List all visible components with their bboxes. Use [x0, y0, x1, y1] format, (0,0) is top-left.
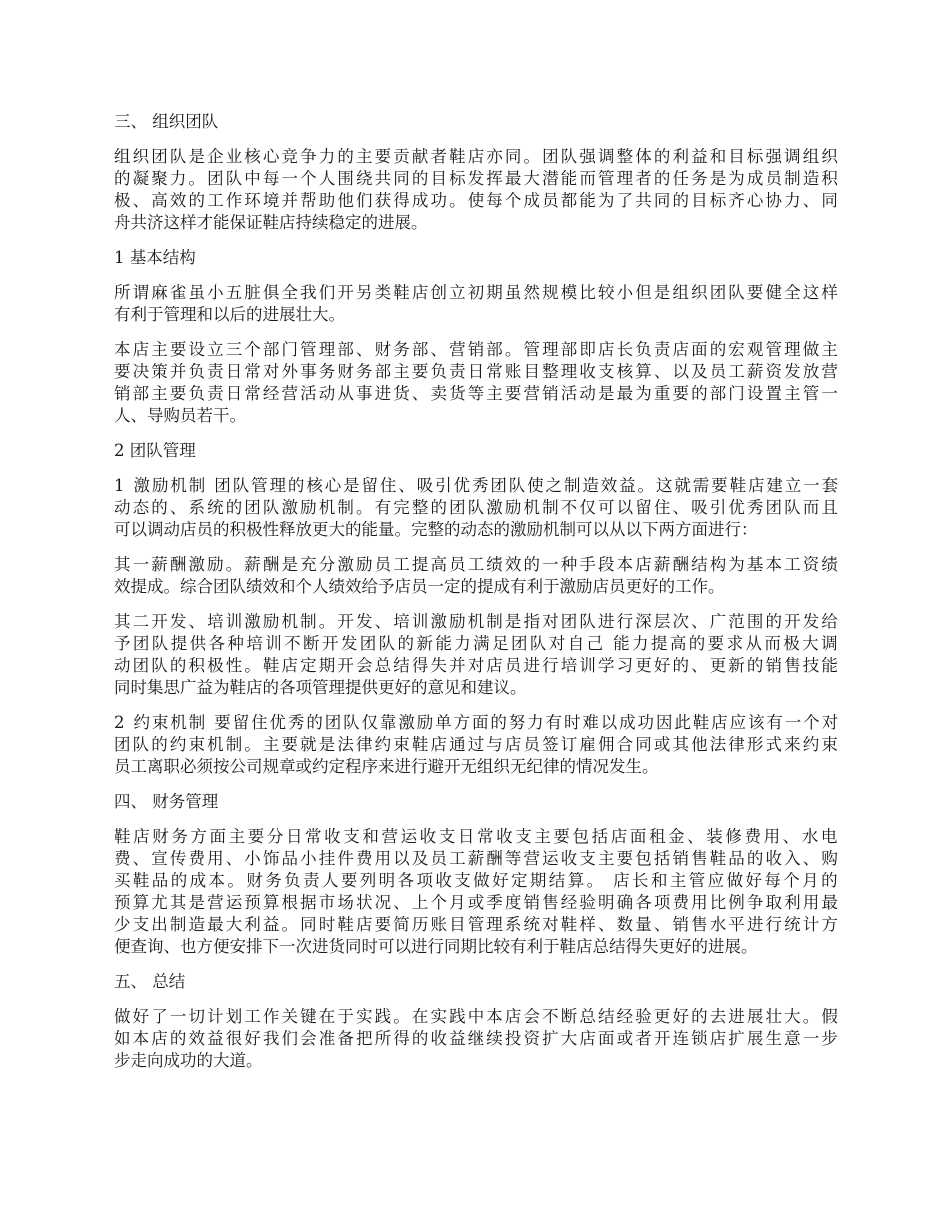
document-body [114, 111, 840, 1085]
paragraph-line: 要决策并负责日常对外事务财务部主要负责日常账目整理收支核算、以及员工薪资发放营 [114, 362, 840, 381]
paragraph [114, 611, 840, 699]
paragraph-line: 舟共济这样才能保证鞋店持续稳定的进展。 [114, 213, 428, 232]
section-heading: 三、 组织团队 [114, 112, 219, 131]
section-heading: 1 基本结构 [114, 248, 196, 267]
paragraph [114, 282, 840, 326]
paragraph-line: 其二开发、培训激励机制。开发、培训激励机制是指对团队进行深层次、广范围的开发给 [114, 612, 840, 631]
section-heading: 2 团队管理 [114, 441, 196, 460]
section-heading: 五、 总结 [114, 972, 186, 991]
paragraph [114, 712, 840, 778]
paragraph-line: 买鞋品的成本。财务负责人要列明各项收支做好定期结算。 店长和主管应做好每个月的 [114, 871, 840, 890]
paragraph-line: 可以调动店员的积极性释放更大的能量。完整的动态的激励机制可以从以下两方面进行： [114, 520, 758, 539]
paragraph [114, 475, 840, 541]
section-heading: 四、 财务管理 [114, 792, 219, 811]
paragraph-line: 如本店的效益很好我们会准备把所得的收益继续投资扩大店面或者开连锁店扩展生意一步 [114, 1029, 840, 1048]
paragraph [114, 826, 840, 958]
paragraph-line: 员工离职必须按公司规章或约定程序来进行避开无组织无纪律的情况发生。 [114, 757, 659, 776]
paragraph-line: 销部主要负责日常经营活动从事进货、卖货等主要营销活动是最为重要的部门设置主管一 [114, 384, 840, 403]
paragraph-line: 人、导购员若干。 [114, 406, 246, 425]
paragraph-line: 效提成。综合团队绩效和个人绩效给予店员一定的提成有利于激励店员更好的工作。 [114, 577, 725, 596]
paragraph-line: 本店主要设立三个部门管理部、财务部、营销部。管理部即店长负责店面的宏观管理做主 [114, 340, 840, 359]
paragraph [114, 1006, 840, 1072]
paragraph-line: 预算尤其是营运预算根据市场状况、上个月或季度销售经验明确各项费用比例争取利用最 [114, 893, 840, 912]
paragraph-line: 其一薪酬激励。薪酬是充分激励员工提高员工绩效的一种手段本店薪酬结构为基本工资绩 [114, 555, 840, 574]
paragraph-line: 予团队提供各种培训不断开发团队的新能力满足团队对自己 能力提高的要求从而极大调 [114, 634, 840, 653]
paragraph-line: 做好了一切计划工作关键在于实践。在实践中本店会不断总结经验更好的去进展壮大。假 [114, 1007, 840, 1026]
paragraph-line: 便查询、也方便安排下一次进货同时可以进行同期比较有利于鞋店总结得失更好的进展。 [114, 937, 758, 956]
paragraph-line: 组织团队是企业核心竞争力的主要贡献者鞋店亦同。团队强调整体的利益和目标强调组织 [114, 147, 840, 166]
paragraph-line: 1 激励机制 团队管理的核心是留住、吸引优秀团队使之制造效益。这就需要鞋店建立一套 [114, 476, 840, 495]
paragraph-line: 团队的约束机制。主要就是法律约束鞋店通过与店员签订雇佣合同或其他法律形式来约束 [114, 735, 840, 754]
paragraph-line: 费、宣传费用、小饰品小挂件费用以及员工薪酬等营运收支主要包括销售鞋品的收入、购 [114, 849, 840, 868]
paragraph [114, 339, 840, 427]
paragraph-line: 动团队的积极性。鞋店定期开会总结得失并对店员进行培训学习更好的、更新的销售技能 [114, 656, 840, 675]
paragraph-line: 2 约束机制 要留住优秀的团队仅靠激励单方面的努力有时难以成功因此鞋店应该有一个对 [114, 713, 840, 732]
paragraph-line: 少支出制造最大利益。同时鞋店要简历账目管理系统对鞋样、数量、销售水平进行统计方 [114, 915, 840, 934]
paragraph-line: 所谓麻雀虽小五脏俱全我们开另类鞋店创立初期虽然规模比较小但是组织团队要健全这样 [114, 283, 840, 302]
paragraph [114, 146, 840, 234]
paragraph-line: 极、高效的工作环境并帮助他们获得成功。使每个成员都能为了共同的目标齐心协力、同 [114, 191, 840, 210]
paragraph-line: 鞋店财务方面主要分日常收支和营运收支日常收支主要包括店面租金、装修费用、水电 [114, 827, 840, 846]
paragraph-line: 同时集思广益为鞋店的各项管理提供更好的意见和建议。 [114, 678, 527, 697]
paragraph [114, 554, 840, 598]
paragraph-line: 的凝聚力。团队中每一个人围绕共同的目标发挥最大潜能而管理者的任务是为成员制造积 [114, 169, 840, 188]
paragraph-line: 有利于管理和以后的进展壮大。 [114, 305, 345, 324]
paragraph-line: 步走向成功的大道。 [114, 1051, 263, 1070]
paragraph-line: 动态的、系统的团队激励机制。有完整的团队激励机制不仅可以留住、吸引优秀团队而且 [114, 498, 840, 517]
